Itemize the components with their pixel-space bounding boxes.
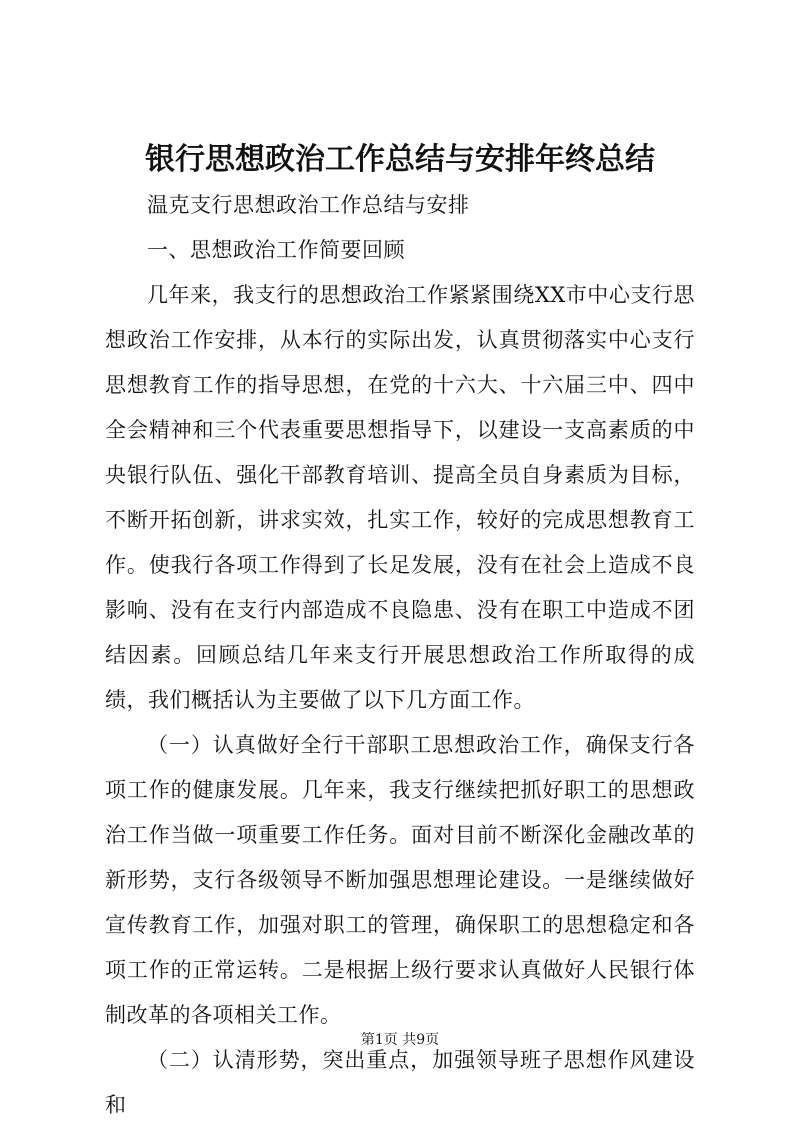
- body-paragraph: （二）认清形势，突出重点，加强领导班子思想作风建设和: [105, 1048, 695, 1117]
- body-paragraph: 几年来，我支行的思想政治工作紧紧围绕XX市中心支行思想政治工作安排，从本行的实际出发，认真贯彻落实中心支行思想教育工作的指导思想，在党的十六大、十六届三中、四中全会精神和三个代表重要思想指导下，以建设一支高素质的中央银行队伍、强化干部教育培训、提高全员自身素质为目标，不断开拓创新，讲求实效，扎实工作，较好的完成思想教育工作。使我行各项工作得到了长足发展，没有在社会上造成不良影响、没有在支行内部造成不良隐患、没有在职工中造成不团结因素。回顾总结几年来支行开展思想政治工作所取得的成绩，我们概括认为主要做了以下几方面工作。: [105, 283, 695, 712]
- body-paragraph: （一）认真做好全行干部职工思想政治工作，确保支行各项工作的健康发展。几年来，我支行继续把抓好职工的思想政治工作当做一项重要工作任务。面对目前不断深化金融改革的新形势，支行各级领导不断加强思想理论建设。一是继续做好宣传教育工作，加强对职工的管理，确保职工的思想稳定和各项工作的正常运转。二是根据上级行要求认真做好人民银行体制改革的各项相关工作。: [105, 733, 695, 1027]
- page-footer: 第1页 共9页: [360, 1032, 440, 1048]
- document-title: 银行思想政治工作总结与安排年终总结: [145, 142, 655, 177]
- section-heading: 一、思想政治工作简要回顾: [147, 238, 405, 262]
- document-body: [105, 183, 695, 1128]
- subtitle-paragraph: 温克支行思想政治工作总结与安排: [147, 193, 470, 217]
